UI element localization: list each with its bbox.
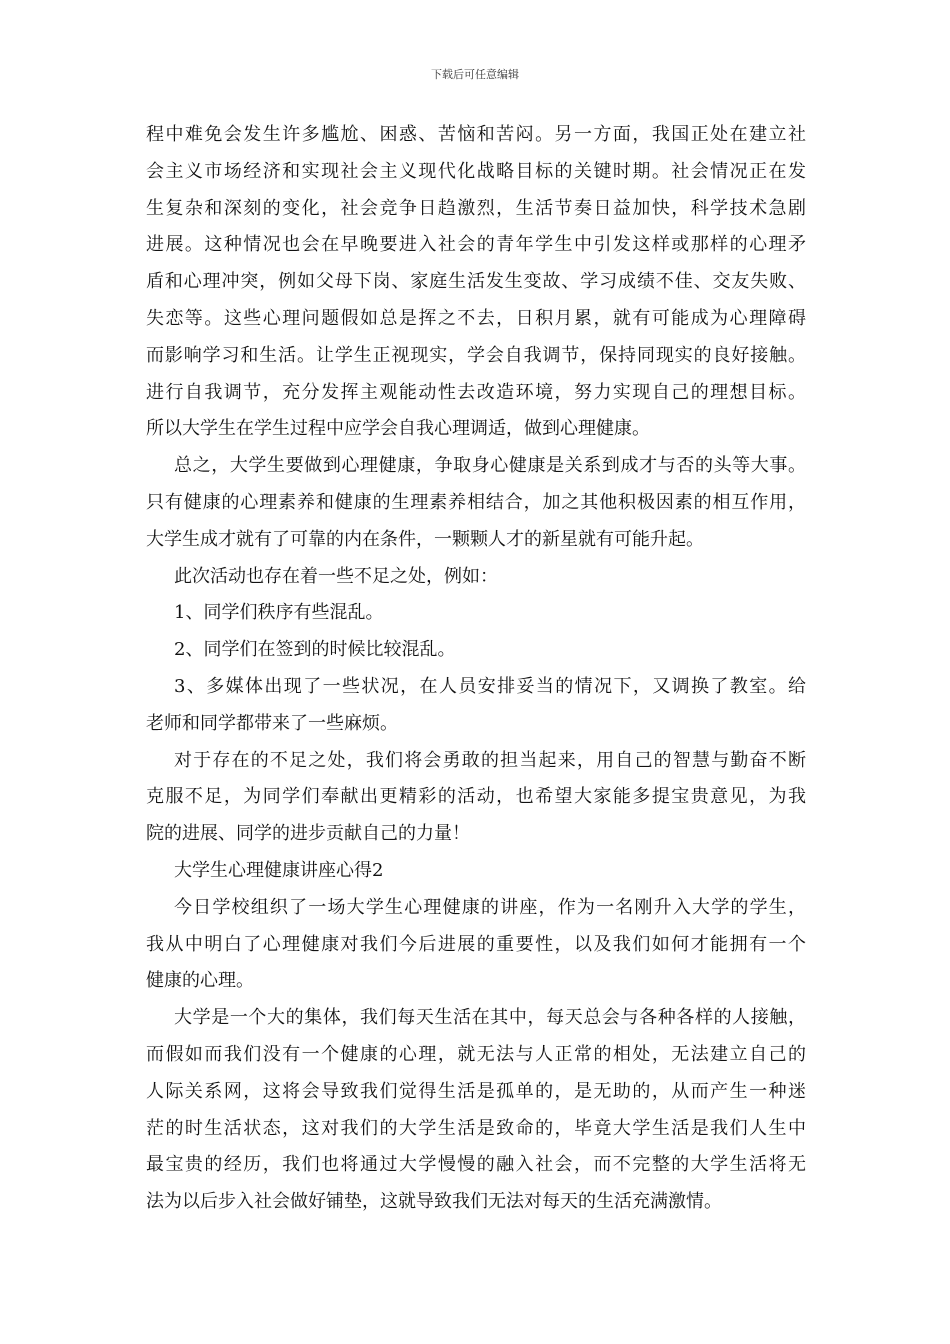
text-line: 我从中明白了心理健康对我们今后进展的重要性，以及我们如何才能拥有一个 [146, 933, 806, 955]
text-line: 只有健康的心理素养和健康的生理素养相结合，加之其他积极因素的相互作用， [146, 491, 806, 513]
text-line: 健康的心理。 [146, 970, 254, 992]
list-item: 1、同学们秩序有些混乱。 [174, 602, 384, 624]
text-line: 最宝贵的经历，我们也将通过大学慢慢的融入社会，而不完整的大学生活将无 [146, 1154, 806, 1176]
text-line: 而影响学习和生活。让学生正视现实，学会自我调节，保持同现实的良好接触。 [146, 344, 806, 366]
text-line: 会主义市场经济和实现社会主义现代化战略目标的关键时期。社会情况正在发 [146, 160, 806, 182]
text-line: 大学生成才就有了可靠的内在条件，一颗颗人才的新星就有可能升起。 [146, 528, 704, 550]
text-line: 进展。这种情况也会在早晚要进入社会的青年学生中引发这样或那样的心理矛 [146, 234, 806, 256]
text-line: 茫的时生活状态，这对我们的大学生活是致命的，毕竟大学生活是我们人生中 [146, 1117, 806, 1139]
page-header: 下载后可任意编辑 [431, 68, 519, 81]
text-line: 所以大学生在学生过程中应学会自我心理调适，做到心理健康。 [146, 418, 650, 440]
text-line: 此次活动也存在着一些不足之处，例如： [174, 565, 498, 587]
section-title: 大学生心理健康讲座心得2 [174, 859, 384, 881]
text-line: 人际关系网，这将会导致我们觉得生活是孤单的，是无助的，从而产生一种迷 [146, 1080, 806, 1102]
text-line: 进行自我调节，充分发挥主观能动性去改造环境，努力实现自己的理想目标。 [146, 381, 806, 403]
document-body [146, 117, 806, 1221]
text-line: 今日学校组织了一场大学生心理健康的讲座，作为一名刚升入大学的学生， [174, 896, 806, 918]
text-line: 老师和同学都带来了一些麻烦。 [146, 712, 398, 734]
text-line: 大学是一个大的集体，我们每天生活在其中，每天总会与各种各样的人接触， [174, 1007, 806, 1029]
text-line: 盾和心理冲突，例如父母下岗、家庭生活发生变故、学习成绩不佳、交友失败、 [146, 271, 806, 293]
text-line: 院的进展、同学的进步贡献自己的力量！ [146, 823, 470, 845]
list-item: 2、同学们在签到的时候比较混乱。 [174, 639, 456, 661]
text-line: 对于存在的不足之处，我们将会勇敢的担当起来，用自己的智慧与勤奋不断 [174, 749, 806, 771]
text-line: 总之，大学生要做到心理健康，争取身心健康是关系到成才与否的头等大事。 [174, 455, 806, 477]
text-line: 而假如而我们没有一个健康的心理，就无法与人正常的相处，无法建立自己的 [146, 1043, 806, 1065]
text-line: 生复杂和深刻的变化，社会竞争日趋激烈，生活节奏日益加快，科学技术急剧 [146, 197, 806, 219]
text-line: 法为以后步入社会做好铺垫，这就导致我们无法对每天的生活充满激情。 [146, 1191, 722, 1213]
list-item: 3、多媒体出现了一些状况，在人员安排妥当的情况下，又调换了教室。给 [174, 675, 806, 697]
text-line: 程中难免会发生许多尴尬、困惑、苦恼和苦闷。另一方面，我国正处在建立社 [146, 124, 806, 145]
text-line: 失恋等。这些心理问题假如总是挥之不去，日积月累，就有可能成为心理障碍 [146, 307, 806, 329]
text-line: 克服不足，为同学们奉献出更精彩的活动，也希望大家能多提宝贵意见，为我 [146, 786, 806, 808]
